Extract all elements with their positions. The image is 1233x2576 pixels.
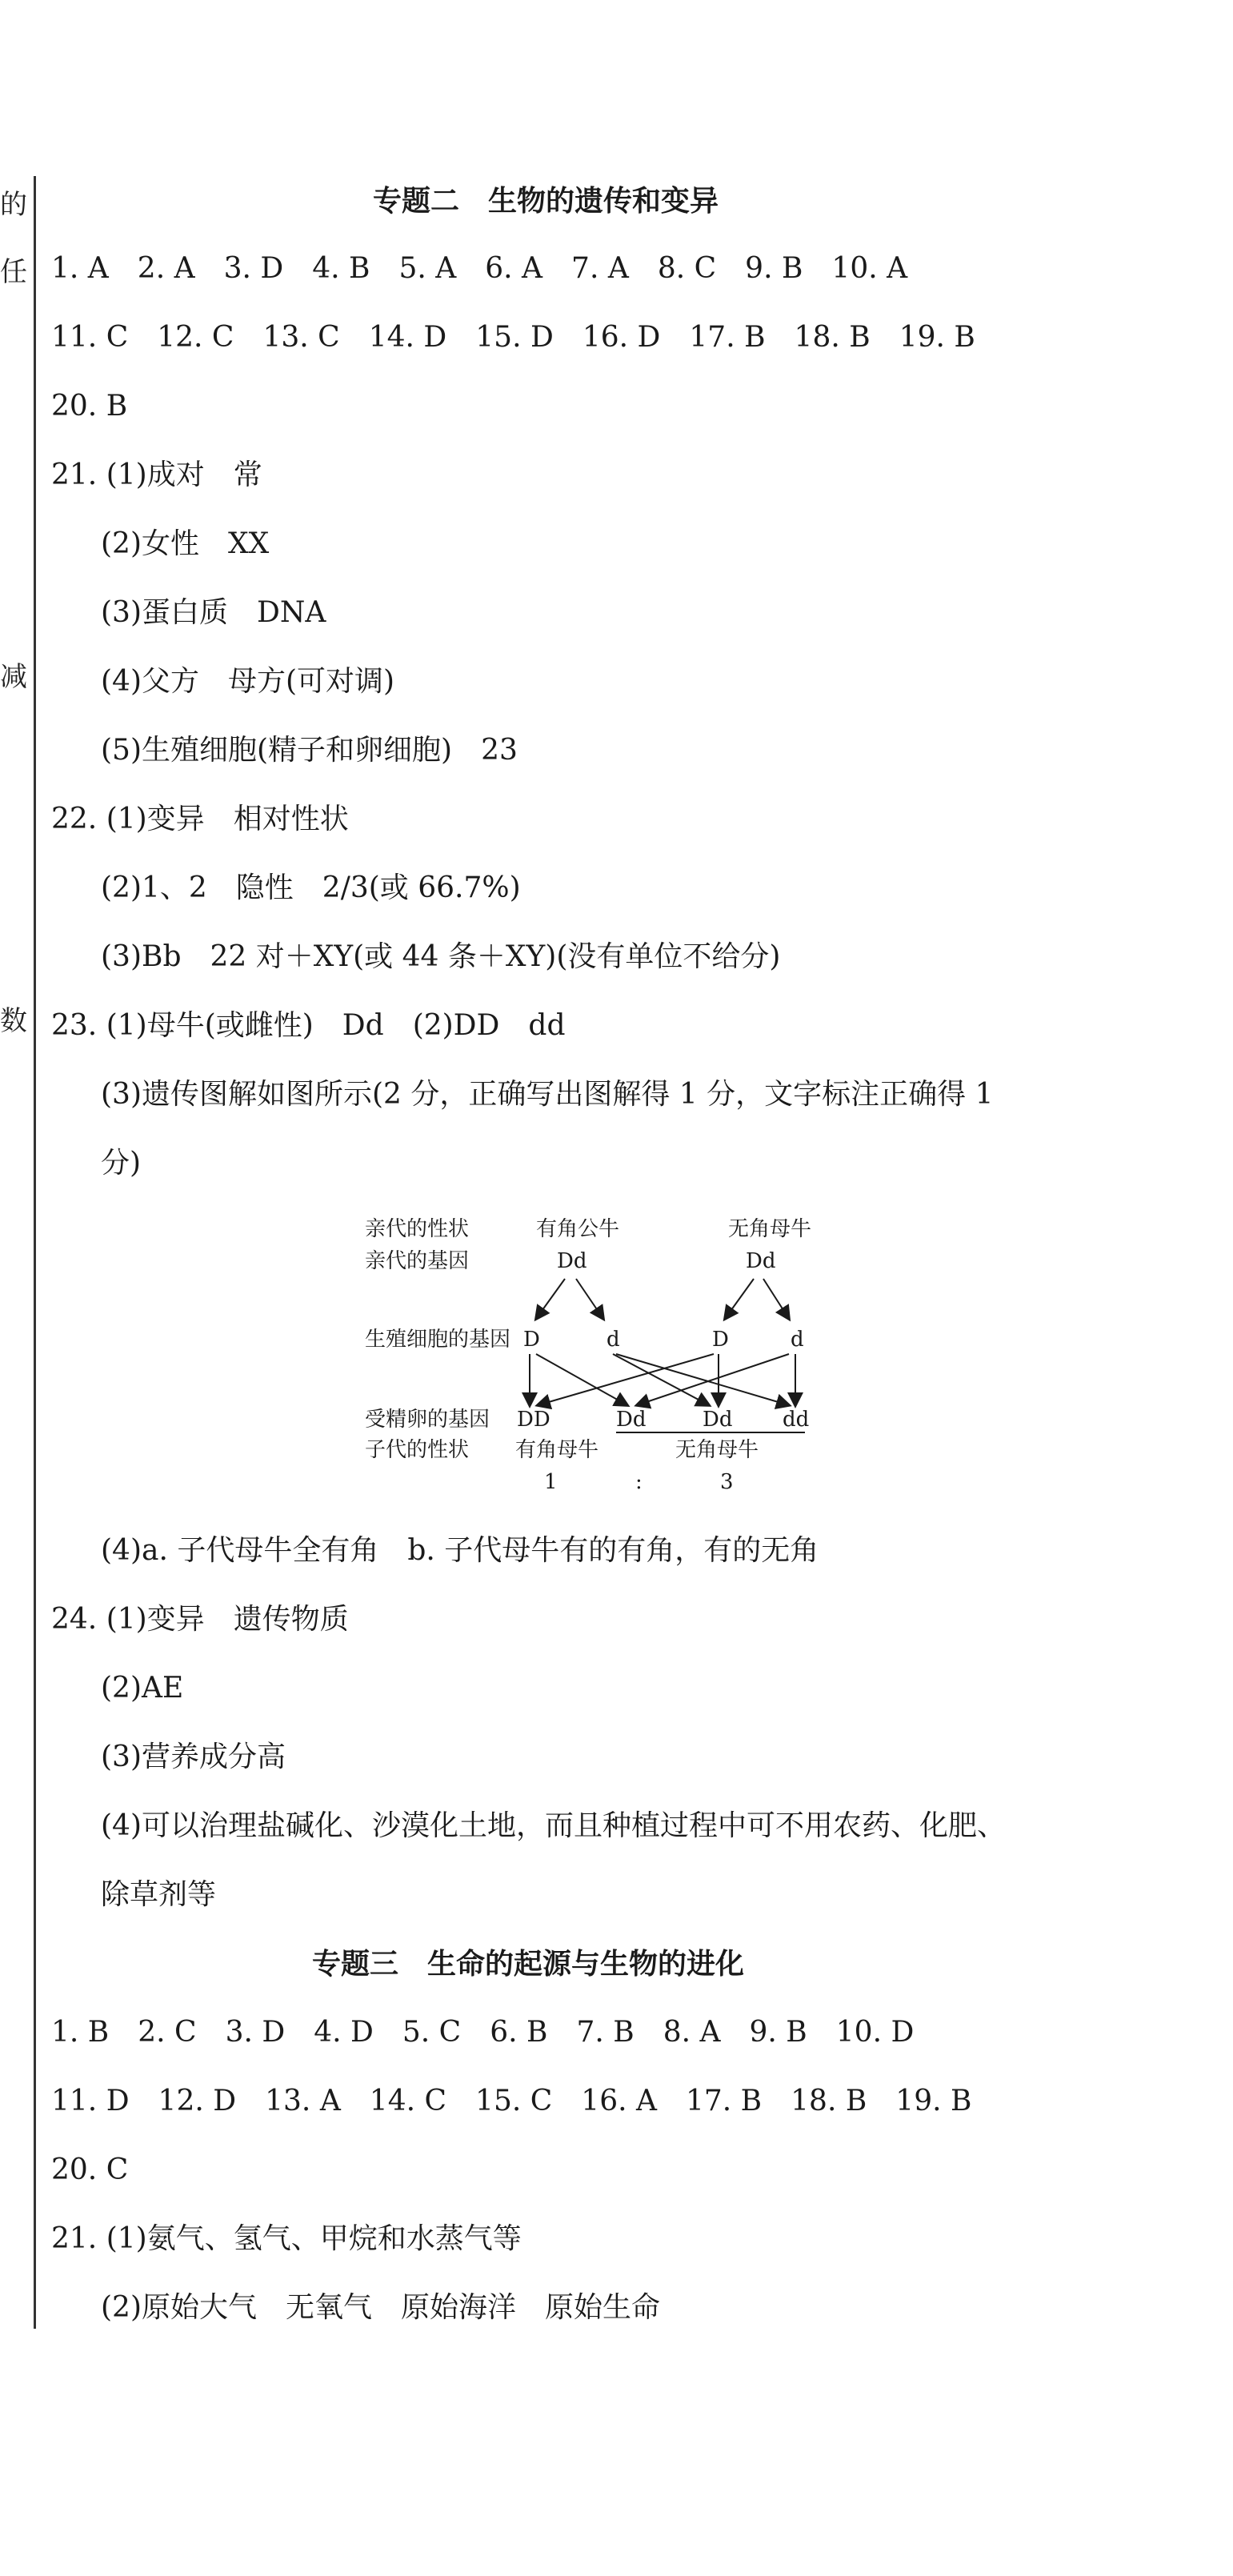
answer-line: (5)生殖细胞(精子和卵细胞) 23 [101,734,518,767]
answer-line: 22. (1)变异 相对性状 [51,803,349,835]
arrow [725,1279,754,1319]
parent2-trait: 无角母牛 [728,1217,812,1241]
answer-line: (2)AE [101,1672,184,1705]
gamete-gene: d [606,1328,620,1352]
section-title: 专题三 生命的起源与生物的进化 [312,1947,745,1981]
answer-line: 24. (1)变异 遗传物质 [51,1603,349,1636]
answer-line: (2)女性 XX [101,527,270,560]
answer-line: (3)遗传图解如图所示(2 分，正确写出图解得 1 分，文字标注正确得 1 [101,1078,994,1111]
arrow [536,1279,565,1319]
ratio-separator: : [635,1470,643,1494]
parent1-gene: Dd [557,1249,587,1273]
answer-line: 1. B 2. C 3. D 4. D 5. C 6. B 7. B 8. A 9. B 10. D [51,2016,915,2049]
answer-line: (2)原始大气 无氧气 原始海洋 原始生命 [101,2291,660,2324]
gamete-gene: D [523,1328,540,1352]
offspring-trait: 有角母牛 [515,1438,599,1462]
answer-line: (4)a. 子代母牛全有角 b. 子代母牛有的有角，有的无角 [101,1534,819,1567]
zygote-gene: DD [517,1408,550,1432]
edge-fragment: 的 [0,189,27,221]
edge-fragment: 任 [0,256,27,288]
answer-line: 20. B [51,390,128,423]
column-divider [34,176,36,2329]
answer-line: 20. C [51,2153,129,2186]
gamete-gene: D [712,1328,729,1352]
parent1-trait: 有角公牛 [536,1217,620,1241]
answer-line: (2)1、2 隐性 2/3(或 66.7%) [101,871,521,904]
offspring-trait: 无角母牛 [675,1438,759,1462]
answer-line: 分) [101,1147,142,1180]
parent2-gene: Dd [746,1249,776,1273]
diagram-row-label: 亲代的基因 [365,1249,470,1273]
answer-line: (3)蛋白质 DNA [101,596,326,629]
answer-line: 11. C 12. C 13. C 14. D 15. D 16. D 17. B 18. B 19. B [51,321,975,354]
diagram-row-label: 生殖细胞的基因 [365,1328,511,1352]
section-title: 专题二 生物的遗传和变异 [373,184,719,218]
genetic-diagram [352,1208,848,1496]
ratio-value: 1 [544,1470,558,1494]
gamete-gene: d [791,1328,804,1352]
edge-fragment: 减 [0,661,27,693]
answer-line: (3)Bb 22 对＋XY(或 44 条＋XY)(没有单位不给分) [101,940,781,973]
answer-line: 21. (1)氨气、氢气、甲烷和水蒸气等 [51,2222,522,2255]
edge-fragment: 数 [0,1005,27,1037]
answer-line: 1. A 2. A 3. D 4. B 5. A 6. A 7. A 8. C 9. B 10. A [51,252,908,285]
answer-line: 11. D 12. D 13. A 14. C 15. C 16. A 17. B 18. B 19. B [51,2085,972,2117]
answer-line: (4)父方 母方(可对调) [101,665,395,698]
answer-line: 除草剂等 [101,1878,217,1911]
diagram-row-label: 受精卵的基因 [365,1408,490,1432]
arrow [576,1279,603,1319]
answer-line: 21. (1)成对 常 [51,459,262,491]
answer-line: (4)可以治理盐碱化、沙漠化土地，而且种植过程中可不用农药、化肥、 [101,1809,1006,1842]
arrow [536,1354,627,1405]
arrow [616,1354,789,1405]
answer-line: (3)营养成分高 [101,1741,286,1773]
zygote-gene: Dd [703,1408,733,1432]
diagram-row-label: 子代的性状 [365,1438,470,1462]
ratio-value: 3 [720,1470,734,1494]
zygote-gene: Dd [616,1408,647,1432]
arrow [763,1279,789,1319]
answer-line: 23. (1)母牛(或雌性) Dd (2)DD dd [51,1009,566,1042]
zygote-gene: dd [783,1408,810,1432]
diagram-row-label: 亲代的性状 [365,1217,470,1241]
